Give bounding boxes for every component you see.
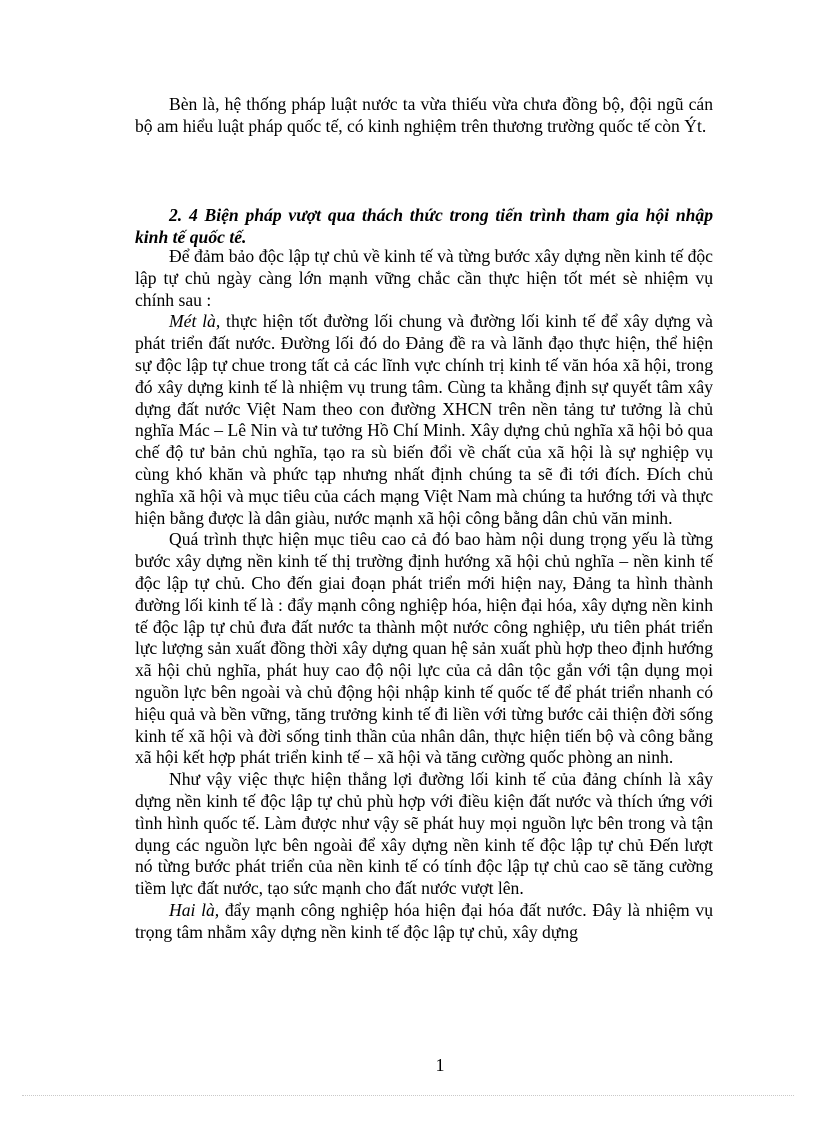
section-heading-block [135,205,713,249]
paragraph-2-body: thực hiện tốt đường lối chung và đường lối kinh tế để xây dựng và phát triển đất nước. Đường lối đó do Đảng đề ra và lãnh đạo thực hiện, thể hiện sự độc lập tự chue trong tất cả các lĩnh vực chính trị kinh tế văn hóa xã hội, trong đó xây dựng kinh tế là nhiệm vụ trung tâm. Cùng ta khẳng định sự quyết tâm xây dựng đất nước Việt Nam theo con đường XHCN trên nền tảng tư tưởng là chủ nghĩa Mác – Lê Nin và tư tưởng Hồ Chí Minh. Xây dựng chủ nghĩa xã hội bỏ qua chế độ tư bản chủ nghĩa, tạo ra sù biến đổi về chất của xã hội là sự nghiệp vụ cùng khó khăn và phức tạp nhưng nhất định chúng ta sẽ đi tới đích. Đích chủ nghĩa xã hội và mục tiêu của cách mạng Việt Nam mà chúng ta hướng tới và thực hiện bằng được là dân giàu, nước mạnh xã hội công bằng dân chủ văn minh. [135,311,713,528]
paragraph-2-lead: Mét là, [169,311,221,332]
intro-paragraph-block [135,94,713,138]
paragraph-intro: Bèn là, hệ thống pháp luật nước ta vừa thiếu vừa chưa đồng bộ, đội ngũ cán bộ am hiểu luật pháp quốc tế, có kinh nghiệm trên thương trường quốc tế còn Ýt. [135,94,713,136]
paragraph-4: Như vậy việc thực hiện thắng lợi đường lối kinh tế của đảng chính là xây dựng nền kinh tế độc lập tự chủ phù hợp với điều kiện đất nước và thích ứng với tình hình quốc tế. Làm được như vậy sẽ phát huy mọi nguồn lực bên trong và tận dụng các nguồn lực bên ngoài để xây dựng nền kinh tế độc lập tự chủ Đến lượt nó từng bước phát triển của nền kinh tế có tính độc lập tự chủ cao sẽ tăng cường tiềm lực đất nước, tạo sức mạnh cho đất nước vượt lên. [135,769,713,899]
paragraph-5 [135,900,713,944]
page-bottom-divider [22,1095,794,1096]
paragraph-1: Để đảm bảo độc lập tự chủ về kinh tế và từng bước xây dựng nền kinh tế độc lập tự chủ ngày càng lớn mạnh vững chắc cần thực hiện tốt mét sè nhiệm vụ chính sau : [135,246,713,310]
paragraph-5-body: đẩy mạnh công nghiệp hóa hiện đại hóa đất nước. Đây là nhiệm vụ trọng tâm nhằm xây dựng nền kinh tế độc lập tự chủ, xây dựng [135,899,713,942]
paragraph-5-lead: Hai là, [169,899,220,920]
section-heading: 2. 4 Biện pháp vượt qua thách thức trong tiến trình tham gia hội nhập kinh tế quốc tế. [135,205,713,247]
body-text [135,246,713,944]
page-number: 1 [435,1055,445,1075]
paragraph-3: Quá trình thực hiện mục tiêu cao cả đó bao hàm nội dung trọng yếu là từng bước xây dựng nền kinh tế thị trường định hướng xã hội chủ nghĩa – nền kinh tế độc lập tự chủ. Cho đến giai đoạn phát triển mới hiện nay, Đảng ta hình thành đường lối kinh tế là : đẩy mạnh công nghiệp hóa, hiện đại hóa, xây dựng nền kinh tế độc lập tự chủ đưa đất nước ta thành một nước công nghiệp, ưu tiên phát triển lực lượng sản xuất đồng thời xây dựng quan hệ sản xuất phù hợp theo định hướng xã hội chủ nghĩa, phát huy cao độ nội lực của cả dân tộc gắn với tận dụng mọi nguồn lực bên ngoài và chủ động hội nhập kinh tế quốc tế để phát triển nhanh có hiệu quả và bền vững, tăng trưởng kinh tế đi liền với từng bước cải thiện đời sống kinh tế xã hội và đời sống tinh thần của nhân dân, thực hiện tiến bộ và công bằng xã hội kết hợp phát triển kinh tế – xã hội và tăng cường quốc phòng an ninh. [135,529,713,768]
paragraph-2 [135,311,713,529]
